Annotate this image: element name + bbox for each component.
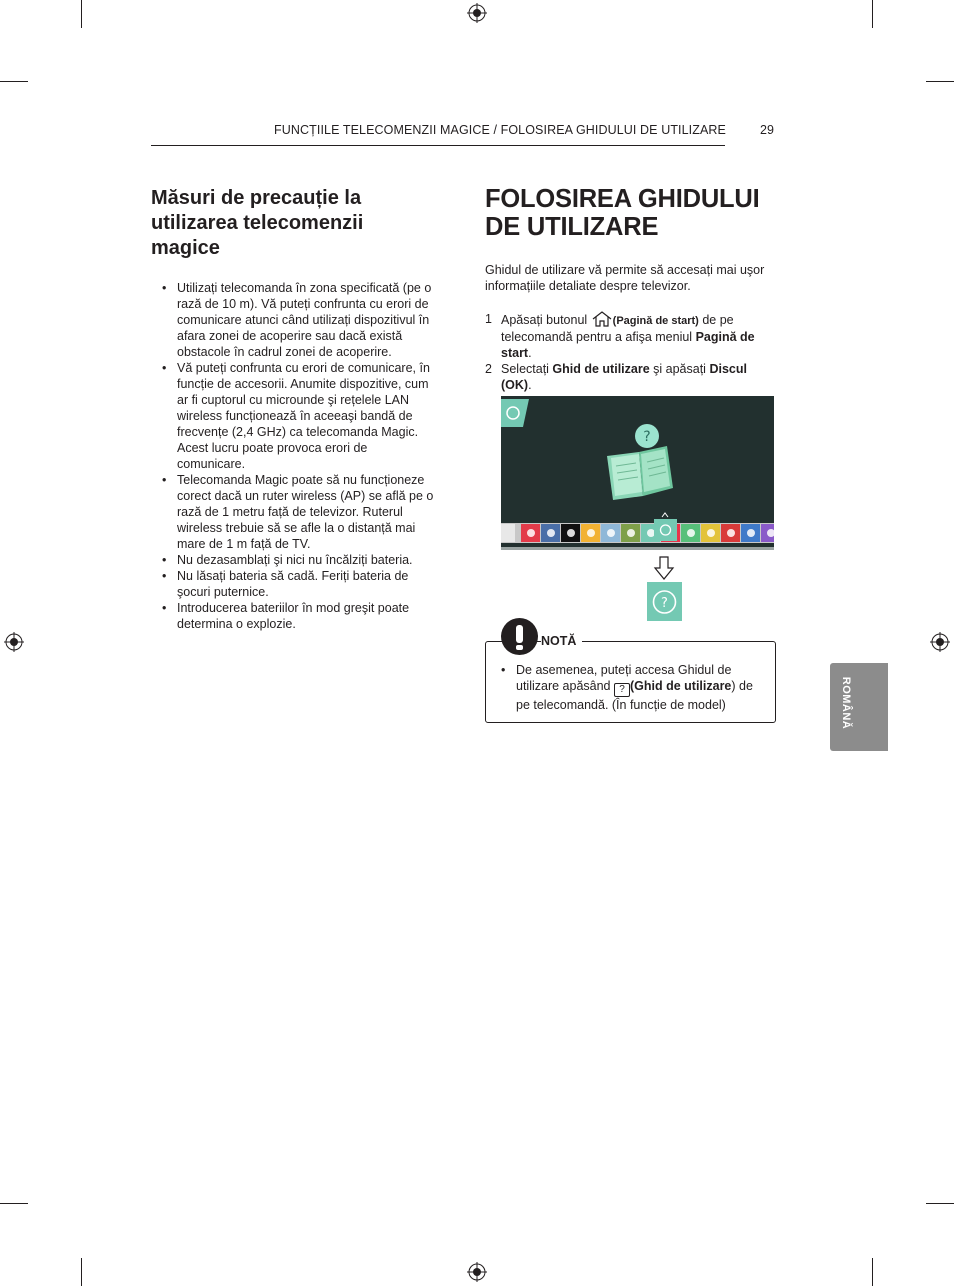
app-tile-icon — [561, 524, 580, 542]
screen-bottom-edge — [501, 547, 774, 550]
note-text: De asemenea, puteți accesa Ghidul de utilizare apăsând — [516, 663, 732, 693]
app-tile-icon — [681, 524, 700, 542]
app-tile-icon — [621, 524, 640, 542]
note-bold: (Ghid de utilizare — [629, 679, 732, 693]
app-tile-icon — [521, 524, 540, 542]
app-tile-icon — [721, 524, 740, 542]
app-tile-icon — [601, 524, 620, 542]
question-key-icon: ? — [614, 683, 630, 697]
svg-text:?: ? — [661, 596, 668, 611]
step-text: . — [528, 346, 532, 360]
step-text: Apăsați butonul — [501, 313, 591, 327]
step-item — [485, 311, 775, 361]
user-guide-tile-icon — [501, 399, 529, 427]
step-item — [485, 361, 775, 393]
step-text: . — [528, 378, 532, 392]
list-item — [501, 662, 763, 713]
list-item: • Telecomanda Magic poate să nu funcționeze corect dacă un ruter wireless (AP) se află pe o rază de 1 metru față de televizor. Ruterul wireless trebuie să se afle la o distanță mai mare de 1 m față de TV. — [162, 472, 434, 552]
chevron-up-icon — [661, 512, 669, 518]
list-item: • Utilizați telecomanda în zona specificată (pe o rază de 10 m). Vă puteți confrunta cu erori de comunicare atunci când utilizați dispozitivul în afara zonei de acoperire sau dacă există obstacole în cadrul zonei de acoperire. — [162, 280, 434, 360]
step-number: 1 — [485, 312, 492, 326]
selected-app-highlight — [654, 519, 677, 541]
crop-mark — [926, 81, 954, 82]
launcher-back-icon — [501, 524, 515, 542]
precautions-list — [162, 280, 434, 632]
crop-mark — [872, 1258, 873, 1286]
step-bold: Ghid de utilizare — [552, 362, 650, 376]
registration-mark-icon — [467, 1262, 487, 1282]
user-guide-button-icon — [647, 582, 682, 621]
language-tab — [830, 663, 888, 751]
header-divider — [151, 145, 725, 146]
book-icon — [601, 422, 681, 504]
step-bold: Pagină de start — [501, 330, 755, 360]
crop-mark — [0, 1203, 28, 1204]
precautions-heading: Măsuri de precauție la utilizarea telecomenzii magice — [151, 187, 364, 259]
tv-screen-illustration — [501, 396, 774, 550]
step-text: Selectați — [501, 362, 553, 376]
app-tile-icon — [541, 524, 560, 542]
app-tile-icon — [581, 524, 600, 542]
step-text: de pe telecomandă pentru a afişa meniul — [501, 313, 734, 344]
page-number: 29 — [760, 123, 774, 137]
home-icon — [591, 311, 613, 327]
app-tile-icon — [701, 524, 720, 542]
list-item: • Nu dezasamblați şi nici nu încălziți bateria. — [162, 552, 434, 568]
svg-text:?: ? — [643, 429, 651, 445]
step-text: şi apăsați — [649, 362, 710, 376]
crop-mark — [872, 0, 873, 28]
registration-mark-icon — [930, 632, 950, 652]
crop-mark — [926, 1203, 954, 1204]
crop-mark — [81, 1258, 82, 1286]
user-guide-heading: FOLOSIREA GHIDULUI DE UTILIZARE — [485, 185, 760, 241]
arrow-down-icon — [653, 556, 675, 580]
note-list — [501, 662, 763, 713]
note-title: NOTĂ — [541, 634, 582, 648]
steps-list — [485, 311, 775, 393]
registration-mark-icon — [467, 3, 487, 23]
registration-mark-icon — [4, 632, 24, 652]
list-item: • Vă puteți confrunta cu erori de comunicare, în funcție de accesorii. Anumite dispozitive, cum ar fi cuptorul cu microunde şi rețelele LAN wireless funcționează în aceeaşi bandă de frecvențe (2,4 GHz) ca telecomanda Magic. Acest lucru poate provoca erori de comunicare. — [162, 360, 434, 472]
crop-mark — [81, 0, 82, 28]
note-text: ) de pe telecomandă. (În funcție de model) — [516, 679, 753, 712]
step-number: 2 — [485, 362, 492, 376]
step-bold: Discul (OK) — [501, 362, 747, 392]
home-button-label: (Pagină de start) — [612, 315, 699, 327]
language-tab-label: ROMÂNĂ — [840, 676, 852, 730]
app-tile-icon — [761, 524, 774, 542]
list-item: • Introducerea bateriilor în mod greşit poate determina o explozie. — [162, 600, 434, 632]
app-tile-icon — [741, 524, 760, 542]
exclamation-icon — [501, 618, 538, 655]
intro-paragraph: Ghidul de utilizare vă permite să accesați mai uşor informațiile detaliate despre televizor. — [485, 263, 765, 293]
crop-mark — [0, 81, 28, 82]
running-header: FUNCȚIILE TELECOMENZII MAGICE / FOLOSIREA GHIDULUI DE UTILIZARE — [274, 123, 726, 137]
list-item: • Nu lăsați bateria să cadă. Feriți bateria de şocuri puternice. — [162, 568, 434, 600]
